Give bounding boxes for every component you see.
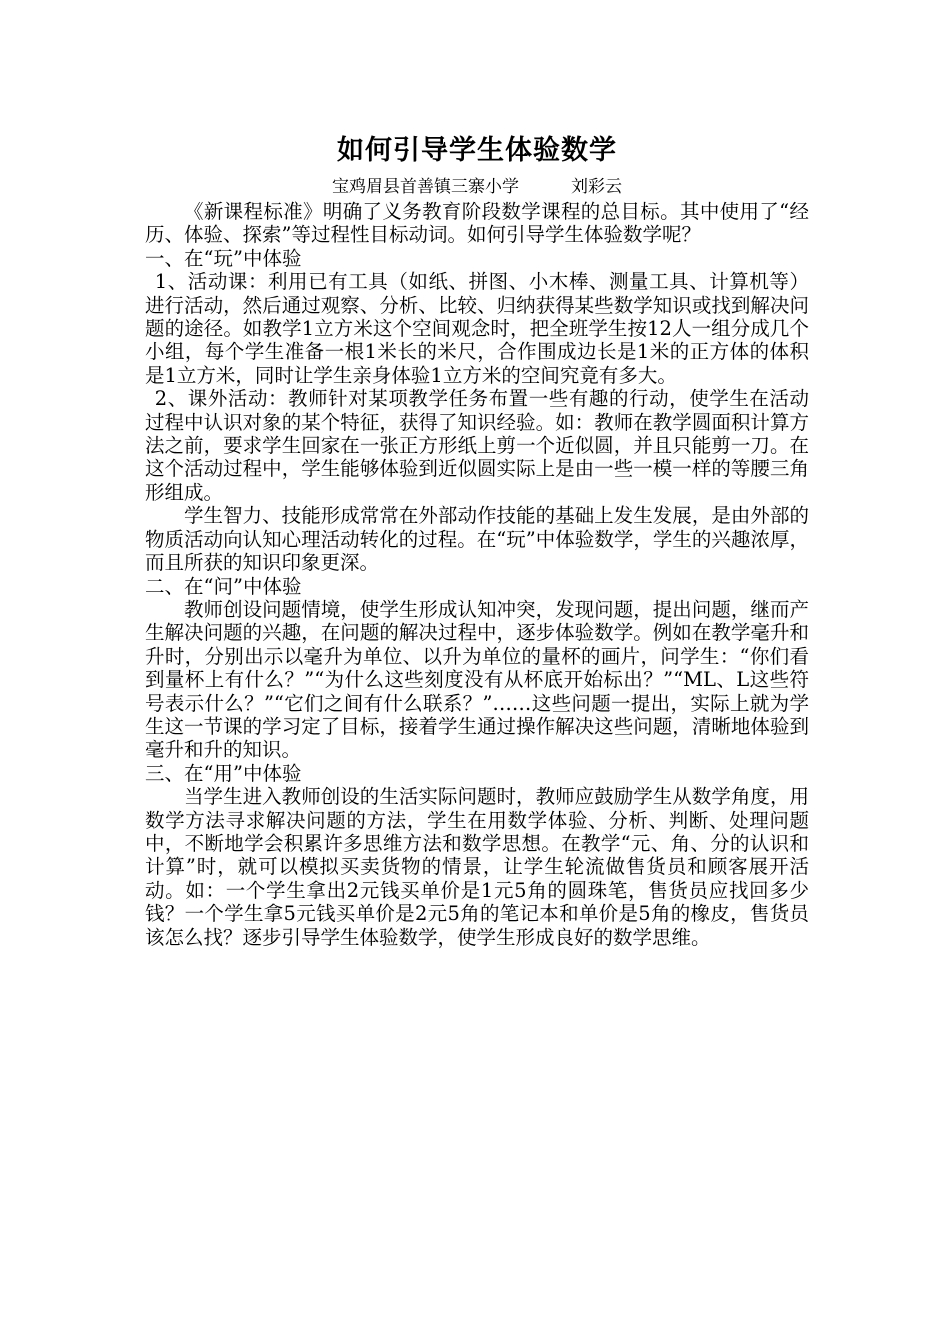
section-1-summary: 学生智力、技能形成常常在外部动作技能的基础上发生发展，是由外部的物质活动向认知心理活动转化的过程。在“玩”中体验数学，学生的兴趣浓厚，而且所获的知识印象更深。 — [145, 504, 809, 575]
section-2-body: 教师创设问题情境，使学生形成认知冲突，发现问题，提出问题，继而产生解决问题的兴趣，在问题的解决过程中，逐步体验数学。例如在教学毫升和升时，分别出示以毫升为单位、以升为单位的量杯的画片，问学生：“你们看到量杯上有什么？”“为什么这些刻度没有从杯底开始标出？”“ML、L这些符号表示什么？”“它们之间有什么联系？”……这些问题一提出，实际上就为学生这一节课的学习定了目标，接着学生通过操作解决这些问题，清晰地体验到毫升和升的知识。 — [145, 597, 809, 762]
section-1-item-2: 2、课外活动：教师针对某项教学任务布置一些有趣的行动，使学生在活动过程中认识对象的某个特征，获得了知识经验。如：教师在教学圆面积计算方法之前，要求学生回家在一张正方形纸上剪一个近似圆，并且只能剪一刀。在这个活动过程中，学生能够体验到近似圆实际上是由一些一模一样的等腰三角形组成。 — [145, 387, 809, 504]
section-1-heading: 一、在“玩”中体验 — [145, 246, 302, 270]
section-3-body: 当学生进入教师创设的生活实际问题时，教师应鼓励学生从数学角度，用数学方法寻求解决问题的方法，学生在用数学体验、分析、判断、处理问题中，不断地学会积累许多思维方法和数学思想。在教学“元、角、分的认识和计算”时，就可以模拟买卖货物的情景，让学生轮流做售货员和顾客展开活动。如：一个学生拿出2元钱买单价是1元5角的圆珠笔，售货员应找回多少钱？一个学生拿5元钱买单价是2元5角的笔记本和单价是5角的橡皮，售货员该怎么找？逐步引导学生体验数学，使学生形成良好的数学思维。 — [145, 785, 809, 949]
section-3-heading: 三、在“用”中体验 — [145, 761, 302, 785]
section-2-heading: 二、在“问”中体验 — [145, 574, 302, 598]
intro-paragraph: 《新课程标准》明确了义务教育阶段数学课程的总目标。其中使用了“经历、体验、探索”等过程性目标动词。如何引导学生体验数学呢？ — [145, 200, 809, 247]
school-name: 宝鸡眉县首善镇三寨小学 — [332, 177, 519, 197]
byline — [145, 174, 809, 200]
document-body — [145, 128, 809, 949]
author-name: 刘彩云 — [571, 177, 622, 197]
section-1-item-1: 1、活动课：利用已有工具（如纸、拼图、小木棒、测量工具、计算机等）进行活动，然后通过观察、分析、比较、归纳获得某些数学知识或找到解决问题的途径。如教学1立方米这个空间观念时，把全班学生按12人一组分成几个小组，每个学生准备一根1米长的米尺，合作围成边长是1米的正方体的体积是1立方米，同时让学生亲身体验1立方米的空间究竟有多大。 — [145, 270, 809, 387]
document-title: 如何引导学生体验数学 — [337, 135, 617, 166]
